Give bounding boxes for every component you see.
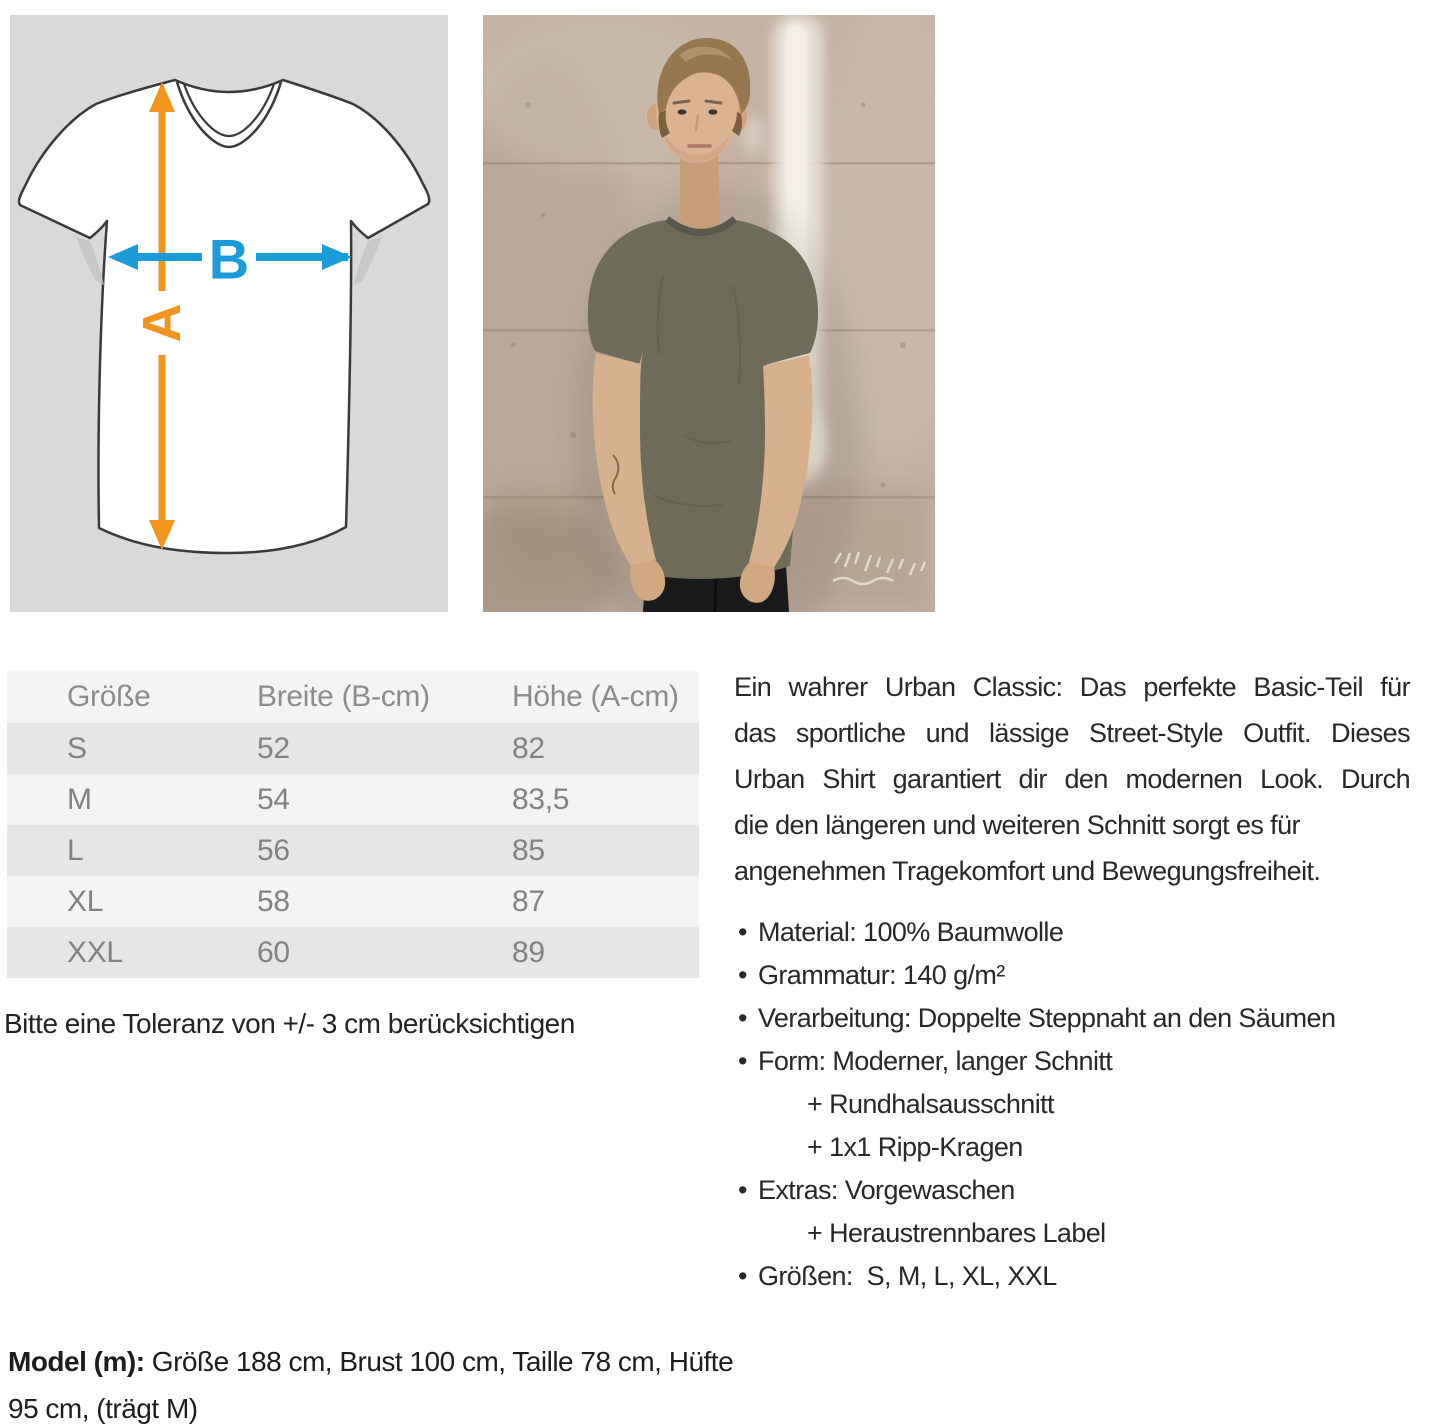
table-row-l	[7, 825, 699, 876]
cell-breite: 54	[257, 782, 290, 816]
feature-item-grammatur: • Grammatur: 140 g/m²	[734, 954, 1410, 997]
bullet-dot-icon: •	[738, 917, 747, 947]
cell-size: M	[67, 782, 92, 816]
size-table	[7, 671, 699, 978]
product-description	[734, 664, 1410, 894]
cell-breite: 52	[257, 731, 290, 765]
cell-hoehe: 85	[512, 833, 545, 867]
cell-breite: 58	[257, 884, 290, 918]
pants-crease	[715, 577, 716, 612]
table-row-m	[7, 774, 699, 825]
tolerance-note: Bitte eine Toleranz von +/- 3 cm berücksichtigen	[4, 1008, 575, 1039]
label-b: B	[208, 227, 250, 291]
column-header-hoehe: Höhe (A-cm)	[512, 680, 679, 713]
bullet-dot-icon: •	[738, 1261, 747, 1291]
cell-hoehe: 83,5	[512, 782, 570, 816]
feature-subitem-label: + Heraustrennbares Label	[807, 1218, 1106, 1248]
cell-size: L	[67, 833, 84, 867]
cell-breite: 60	[257, 935, 290, 969]
description-line: das sportliche und lässige Street-Style Outfit. Dieses	[734, 718, 1410, 748]
cell-hoehe: 89	[512, 935, 545, 969]
model-photo-graphic	[483, 15, 935, 612]
feature-subitem-rippkragen: + 1x1 Ripp-Kragen	[807, 1132, 1023, 1162]
column-header-breite: Breite (B-cm)	[257, 680, 430, 713]
cell-hoehe: 87	[512, 884, 545, 918]
size-diagram-graphic	[10, 15, 448, 612]
feature-list	[734, 911, 1410, 1298]
description-line: angenehmen Tragekomfort und Bewegungsfreiheit.	[734, 856, 1321, 886]
feature-item-groessen: • Größen: S, M, L, XL, XXL	[734, 1255, 1410, 1298]
model-text: Größe 188 cm, Brust 100 cm, Taille 78 cm, Hüfte 95 cm, (trägt M)	[8, 1346, 734, 1424]
column-header-groesse: Größe	[67, 680, 151, 713]
feature-item-form: • Form: Moderner, langer Schnitt	[734, 1040, 1410, 1083]
cell-size: XL	[67, 884, 104, 918]
label-a: A	[132, 303, 192, 343]
cell-size: XXL	[67, 935, 123, 969]
feature-subitem-rundhals: + Rundhalsausschnitt	[807, 1089, 1054, 1119]
model-photo	[483, 15, 935, 612]
size-diagram-panel	[10, 15, 448, 612]
product-description-column	[734, 664, 1410, 1298]
size-table-header-row	[7, 671, 699, 723]
bullet-dot-icon: •	[738, 1175, 747, 1205]
model-label: Model (m):	[8, 1346, 145, 1377]
description-line: die den längeren und weiteren Schnitt sorgt es für	[734, 810, 1300, 840]
bullet-dot-icon: •	[738, 960, 747, 990]
table-row-xl	[7, 876, 699, 927]
bullet-dot-icon: •	[738, 1046, 747, 1076]
feature-item-verarbeitung: • Verarbeitung: Doppelte Steppnaht an den Säumen	[734, 997, 1410, 1040]
feature-item-material: • Material: 100% Baumwolle	[734, 911, 1410, 954]
cell-hoehe: 82	[512, 731, 545, 765]
model-measurements	[8, 1338, 738, 1424]
cell-size: S	[67, 731, 87, 765]
feature-item-extras: • Extras: Vorgewaschen	[734, 1169, 1410, 1212]
description-line: Urban Shirt garantiert dir den modernen Look. Durch	[734, 764, 1410, 794]
cell-breite: 56	[257, 833, 290, 867]
description-line: Ein wahrer Urban Classic: Das perfekte Basic-Teil für	[734, 672, 1410, 702]
bullet-dot-icon: •	[738, 1003, 747, 1033]
table-row-xxl	[7, 927, 699, 978]
table-row-s	[7, 723, 699, 774]
